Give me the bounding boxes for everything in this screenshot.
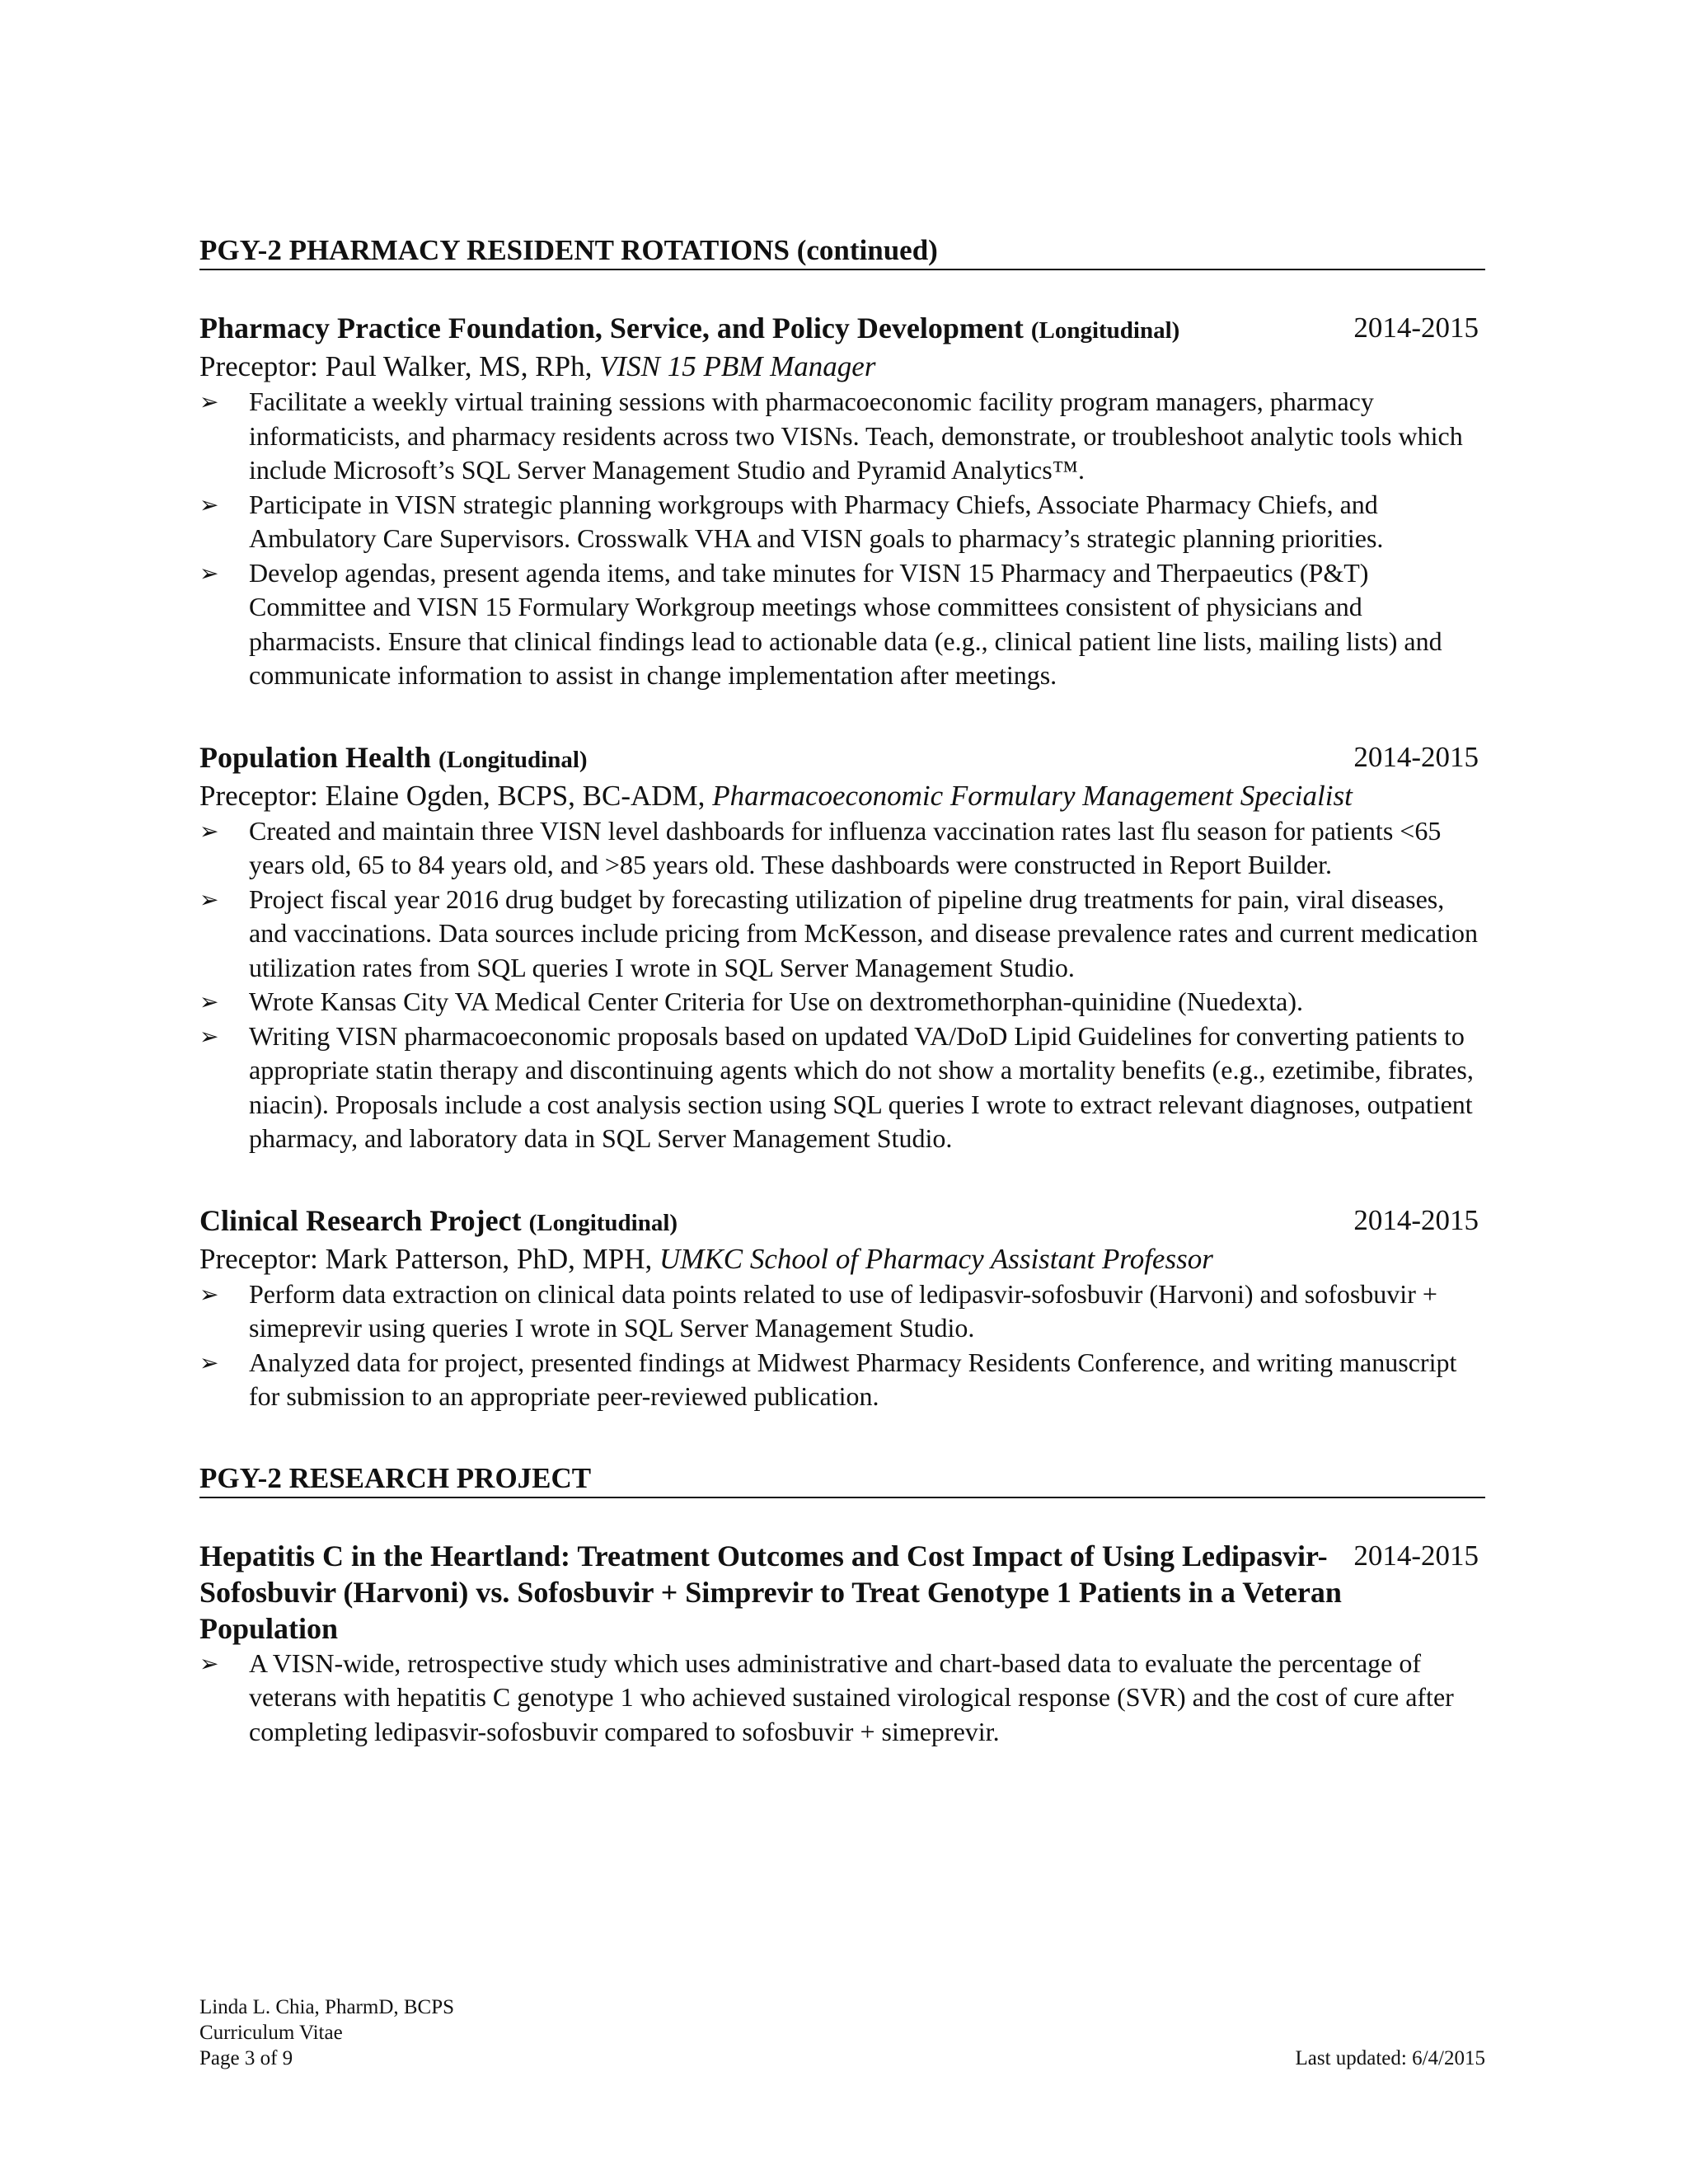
entry-tag: (Longitudinal) bbox=[528, 1209, 678, 1236]
entry-date: 2014-2015 bbox=[1353, 740, 1479, 773]
entry-clinical-research bbox=[199, 1202, 1485, 1414]
entry-tag: (Longitudinal) bbox=[438, 746, 588, 773]
entry-date: 2014-2015 bbox=[1353, 1203, 1479, 1236]
list-item: ➢ Wrote Kansas City VA Medical Center Criteria for Use on dextromethorphan-quinidine (Nuedexta). bbox=[199, 985, 1485, 1019]
entry-title: Hepatitis C in the Heartland: Treatment Outcomes and Cost Impact of Using Ledipasvir-Sofosbuvir (Harvoni) vs. Sofosbuvir + Simprevir to Treat Genotype 1 Patients in a Veteran Population bbox=[199, 1539, 1342, 1645]
arrow-bullet-icon: ➢ bbox=[199, 388, 219, 415]
bullet-list bbox=[199, 385, 1485, 693]
preceptor: Preceptor: Paul Walker, MS, RPh, VISN 15 PBM Manager bbox=[199, 350, 876, 382]
entry-population-health bbox=[199, 739, 1485, 1156]
arrow-bullet-icon: ➢ bbox=[199, 1348, 219, 1376]
arrow-bullet-icon: ➢ bbox=[199, 988, 219, 1015]
preceptor: Preceptor: Elaine Ogden, BCPS, BC-ADM, Pharmacoeconomic Formulary Management Specialist bbox=[199, 779, 1353, 812]
arrow-bullet-icon: ➢ bbox=[199, 490, 219, 518]
list-item: ➢ Created and maintain three VISN level dashboards for influenza vaccination rates last flu season for patients <65 years old, 65 to 84 years old, and >85 years old. These dashboards were constructed in Report Builder. bbox=[199, 815, 1442, 879]
arrow-bullet-icon: ➢ bbox=[199, 1649, 219, 1677]
preceptor-role: Pharmacoeconomic Formulary Management Specialist bbox=[712, 779, 1353, 812]
footer-page-number: Page 3 of 9 bbox=[199, 2047, 293, 2069]
list-item: ➢ A VISN-wide, retrospective study which uses administrative and chart-based data to evaluate the percentage of veterans with hepatitis C genotype 1 who achieved sustained virological response (SVR) and the cost of cure after completing ledipasvir-sofosbuvir compared to sofosbuvir + simeprevir. bbox=[199, 1647, 1454, 1746]
arrow-bullet-icon: ➢ bbox=[199, 817, 219, 845]
entry-date: 2014-2015 bbox=[1353, 1539, 1479, 1572]
arrow-bullet-icon: ➢ bbox=[199, 1022, 219, 1050]
cv-page bbox=[199, 232, 1485, 1795]
list-item: ➢ Perform data extraction on clinical data points related to use of ledipasvir-sofosbuvir (Harvoni) and sofosbuvir + simeprevir using queries I wrote in SQL Server Management Studio. bbox=[199, 1278, 1437, 1343]
footer-doc-type: Curriculum Vitae bbox=[199, 2022, 343, 2044]
entry-policy-development bbox=[199, 310, 1485, 693]
entry-hepatitis-c-study bbox=[199, 1538, 1485, 1750]
arrow-bullet-icon: ➢ bbox=[199, 885, 219, 913]
footer-name: Linda L. Chia, PharmD, BCPS bbox=[199, 1996, 455, 2018]
list-item: ➢ Participate in VISN strategic planning workgroups with Pharmacy Chiefs, Associate Pharmacy Chiefs, and Ambulatory Care Supervisors. Crosswalk VHA and VISN goals to pharmacy’s strategic planning priorities. bbox=[199, 489, 1384, 553]
section-heading: PGY-2 PHARMACY RESIDENT ROTATIONS (continued) bbox=[199, 232, 1485, 270]
list-item: ➢ Project fiscal year 2016 drug budget by forecasting utilization of pipeline drug treatments for pain, viral diseases, and vaccinations. Data sources include pricing from McKesson, and disease prevalence rates and current medication utilization rates from SQL queries I wrote in SQL Server Management Studio. bbox=[199, 883, 1478, 982]
section-rotations bbox=[199, 232, 1485, 1414]
preceptor: Preceptor: Mark Patterson, PhD, MPH, UMKC School of Pharmacy Assistant Professor bbox=[199, 1242, 1213, 1275]
preceptor-role: VISN 15 PBM Manager bbox=[599, 350, 876, 382]
arrow-bullet-icon: ➢ bbox=[199, 1280, 219, 1308]
preceptor-role: UMKC School of Pharmacy Assistant Professor bbox=[659, 1242, 1213, 1275]
section-research-project bbox=[199, 1460, 1485, 1750]
list-item: ➢ Writing VISN pharmacoeconomic proposals based on updated VA/DoD Lipid Guidelines for converting patients to appropriate statin therapy and discontinuing agents which do not show a mortality benefits (e.g., ezetimibe, fibrates, niacin). Proposals include a cost analysis section using SQL queries I wrote to extract relevant diagnoses, outpatient pharmacy, and laboratory data in SQL Server Management Studio. bbox=[199, 1020, 1474, 1153]
arrow-bullet-icon: ➢ bbox=[199, 559, 219, 587]
bullet-list bbox=[199, 1277, 1485, 1414]
entry-title: Clinical Research Project (Longitudinal) bbox=[199, 1203, 678, 1237]
list-item: ➢ Facilitate a weekly virtual training sessions with pharmacoeconomic facility program managers, pharmacy informaticists, and pharmacy residents across two VISNs. Teach, demonstrate, or troubleshoot analytic tools which include Microsoft’s SQL Server Management Studio and Pyramid Analytics™. bbox=[199, 387, 1463, 485]
bullet-list bbox=[199, 814, 1485, 1156]
page-footer bbox=[199, 1994, 1485, 2071]
list-item: ➢ Analyzed data for project, presented findings at Midwest Pharmacy Residents Conference, and writing manuscript for submission to an appropriate peer-reviewed publication. bbox=[199, 1347, 1457, 1411]
entry-date: 2014-2015 bbox=[1353, 312, 1479, 344]
footer-last-updated: Last updated: 6/4/2015 bbox=[1295, 2047, 1485, 2069]
bullet-list bbox=[199, 1647, 1485, 1750]
entry-title: Pharmacy Practice Foundation, Service, and Policy Development (Longitudinal) bbox=[199, 312, 1180, 344]
section-heading: PGY-2 RESEARCH PROJECT bbox=[199, 1460, 1485, 1498]
entry-title: Population Health (Longitudinal) bbox=[199, 740, 588, 774]
entry-tag: (Longitudinal) bbox=[1030, 317, 1180, 344]
list-item: ➢ Develop agendas, present agenda items, and take minutes for VISN 15 Pharmacy and Therpaeutics (P&T) Committee and VISN 15 Formulary Workgroup meetings whose committees consistent of physicians and pharmacists. Ensure that clinical findings lead to actionable data (e.g., clinical patient line lists, mailing lists) and communicate information to assist in change implementation after meetings. bbox=[199, 557, 1442, 690]
